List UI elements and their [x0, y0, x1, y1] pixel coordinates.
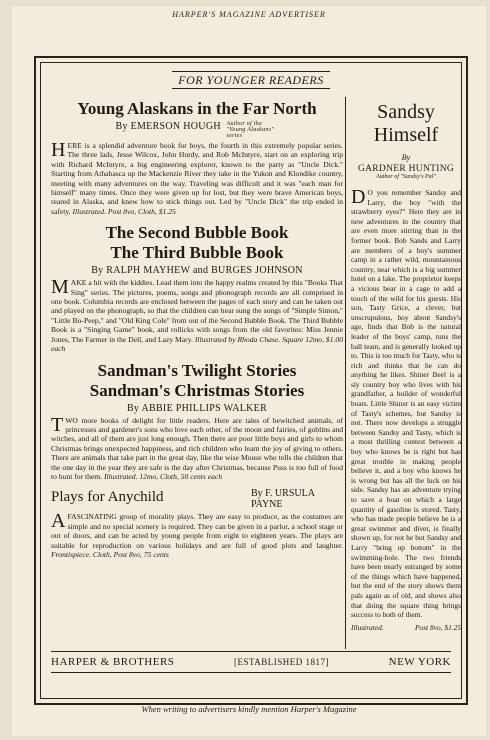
publisher-city: NEW YORK: [388, 656, 451, 668]
book-title: Young Alaskans in the Far North: [77, 99, 317, 118]
drop-cap: H: [51, 139, 66, 161]
advertisement-frame: [34, 56, 468, 705]
sandsy-author-note: Author of "Sandsy's Pal": [376, 174, 436, 180]
book-price: Illustrated by Rhoda Chase. Square 12mo, $1.00 each: [51, 334, 344, 354]
sandsy-description: [351, 188, 461, 620]
sandsy-description-text: O you remember Sandsy and Larry, the boy "with the strawberry eyes?" Here they are in new adventures in the country that are even more stirring than in the former book. Bob Sands and Larry are members of a boy's summer camp in a rather wild, mountainous country, near which is a big summer hotel on a lake. The proprietor keeps a vicious bear in a cage to add a touch of the wild for his guests. His son, Tasty Grice, a clever, but unscrupulous, boy about Sandsy's age, finds that Bob is the natural leader of the boys' camp, runs the ball team, and is generally looked up to. This is too much for Tasty, who is rich and thinks that he can do anything he likes. Shiner Beel is a sly country boy who lives with his grandfather, a builder of wonderful boats. Little Shiner is an easy victim of Tasty's schemes, but Sandsy is not. There now develops a struggle between Sandsy and Tasty, which is a most thrilling contest between a boy who knows he is right but has great trouble in making people believe it, and a boy who knows he is wrong but has all the luck on his side. Sandsy has an adventure trying to save a boat on which a large quantity of gasoline is stored. Tasty, who has made people believe he is a great swimmer and diver, is finally shown up, for not he but Sandsy and Larry "bring up bottom" in the swimming-hole. The two friends have been nearly estranged by some of the things which have happened, but the end of the story shows them pals again as of old, and shows also that doing the square thing brings success to both of them.: [351, 188, 461, 620]
book-bubble-books: [51, 223, 343, 353]
book-description-text: AKE a hit with the kiddies. Lead them into the happy realms created by this "Books That Sing" series. The pictures, poems, songs and phonograph records are all comprised in one book. Columbia records are enclosed between the pages of each story and can be taken out and played on the phonograph, so that the children can hear sung the songs of "Simple Simon," "Little Bo-Peep," and "Old King Cole" from out of the Second Bubble Book. The Third Bubble Book is a "Singing Game" book, and rollicks with songs from the old favorites: Miss Jennie Jones, The Farmer in the Dell, and Lazy Mary.: [51, 278, 343, 344]
book-price: Illustrated. 12mo, Cloth, 50 cents each: [103, 471, 223, 481]
book-title-line1: Sandman's Twilight Stories: [97, 360, 297, 380]
book-description-text: ERE is a splendid adventure book for boys, the fourth in this extremely popular series. The three lads, Jesse Wilcox, John Hurdy, and Rob McIntyre, start on an exploring trip with Richard McIntyre, a big engineering explorer, known to the party as "Uncle Dick." Starting from Athabasca up the Mackenzie River they take in the Yukon and Klondike country, meeting with many adventures on the way. Traveling was difficult and it was "each man for himself" many times. Once they were given up for lost, but they were brave American boys, reared in Alaska, and knew how to stick things out. Led by "Uncle Dick" the trip ended in safety.: [51, 141, 343, 216]
book-description: [51, 413, 343, 482]
book-title: Plays for Anychild: [51, 489, 164, 506]
sandsy-title-line1: Sandsy: [377, 101, 435, 123]
section-title-text: FOR YOUNGER READERS: [172, 71, 329, 89]
book-description-text: WO more books of delight for little readers. Here are tales of bewitched animals, of princesses and gardener's sons who love each other, of the moon and fairies, of goblins and witches, and all of them are just long enough. Then there are poor little boys and girls to whom Christmas brings unexpected happiness, and rich children who learn the joy of giving to others. There are animals that take part in the great day, like the wise Mouse who tells the children that the one day in the year they are safe is the day after Christmas, because Puss is too full of food to hunt for them.: [51, 415, 343, 481]
book-author: By F. URSULA PAYNE: [251, 488, 315, 511]
book-title-line2: Sandman's Christmas Stories: [89, 380, 305, 400]
book-author: By EMERSON HOUGH: [115, 121, 221, 132]
book-description: [51, 141, 343, 216]
book-author: By RALPH MAYHEW and BURGES JOHNSON: [91, 265, 303, 277]
sandsy-price-left: Illustrated.: [351, 622, 384, 632]
series-note: Author of the "Young Alaskans" series: [226, 121, 275, 139]
sandsy-title: [351, 101, 461, 147]
book-young-alaskans: [51, 99, 343, 216]
publisher-footer: [51, 651, 451, 673]
book-description: [51, 512, 343, 559]
book-author: By ABBIE PHILLIPS WALKER: [126, 402, 268, 414]
sandsy-title-line2: Himself: [373, 124, 439, 146]
magazine-page: [12, 6, 486, 736]
book-sandman-stories: [51, 361, 343, 482]
column-divider: [345, 97, 346, 649]
book-description: [51, 278, 343, 353]
book-plays-for-anychild: [51, 488, 343, 559]
sandsy-author: GARDNER HUNTING: [357, 164, 455, 174]
drop-cap: D: [351, 186, 366, 208]
drop-cap: M: [51, 276, 69, 299]
sandsy-price: [351, 623, 461, 632]
bottom-note: When writing to advertisers kindly mention Harper's Magazine: [141, 704, 357, 714]
book-title-line2: The Third Bubble Book: [110, 243, 284, 263]
sandsy-by: By: [401, 153, 411, 162]
advertisement-inner-frame: [40, 62, 462, 699]
left-column: [51, 99, 343, 566]
book-heading-row: [51, 488, 343, 510]
right-column: [351, 97, 461, 632]
book-price: Illustrated. Post 8vo, Cloth, $1.25: [72, 206, 176, 216]
sandsy-price-right: Post 8vo, $1.25: [415, 622, 461, 632]
book-description-text: FASCINATING group of morality plays. They are easy to produce, as the costumes are simple and no special scenery is required. They can be given in a parlor, a school stage or out of doors, and can be acted by young people from eight to eighteen years. The plays are suitable for reproduction on various holidays and are full of good plots and laughter.: [51, 512, 343, 550]
section-title: [41, 73, 461, 88]
book-title-line1: The Second Bubble Book: [105, 223, 289, 243]
book-price: Frontispiece. Cloth, Post 8vo, 75 cents: [51, 549, 169, 559]
established-note: [ESTABLISHED 1817]: [234, 657, 330, 667]
drop-cap: T: [51, 413, 64, 436]
running-head: HARPER'S MAGAZINE ADVERTISER: [172, 10, 326, 19]
publisher-name: HARPER & BROTHERS: [51, 656, 175, 668]
drop-cap: A: [51, 510, 66, 533]
book-author-line: [51, 121, 343, 139]
